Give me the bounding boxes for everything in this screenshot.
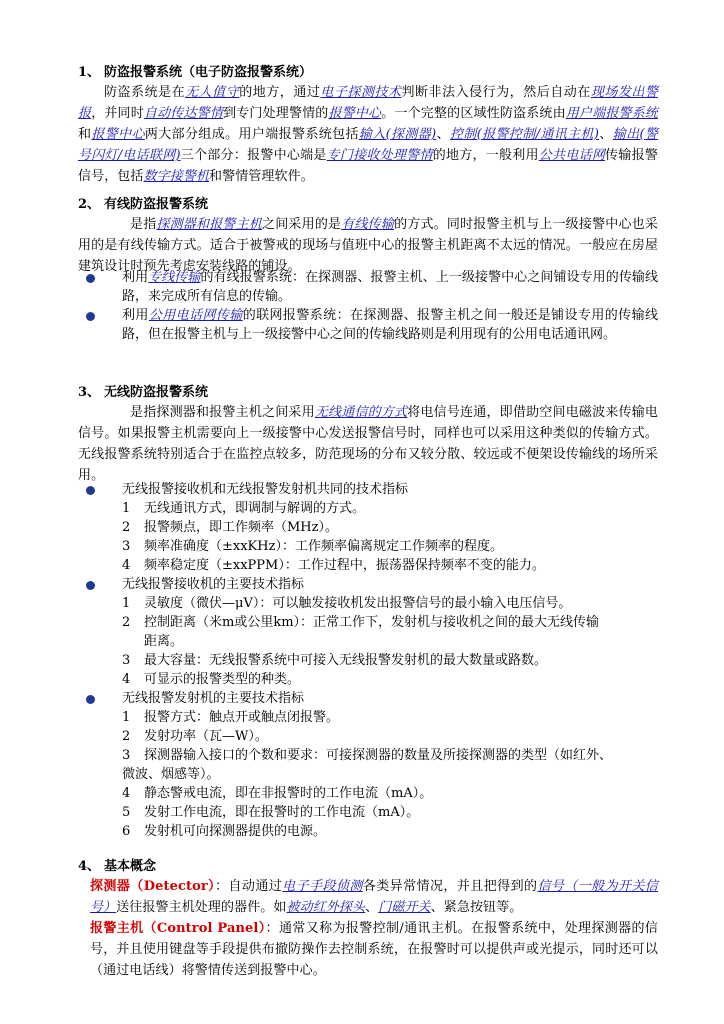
list-item bbox=[122, 784, 432, 803]
text: ，并同时 bbox=[91, 106, 144, 121]
text: 的地方，通过 bbox=[239, 85, 321, 100]
item-number: 3 bbox=[122, 653, 131, 668]
section-number: 1、 bbox=[78, 65, 101, 80]
item-number: 4 bbox=[122, 672, 131, 687]
text: 。一个完整的区域性防盗系统由 bbox=[381, 106, 566, 121]
text: 、 bbox=[436, 127, 450, 142]
link-public-network-transmission[interactable]: 公用电话网传输 bbox=[148, 308, 243, 323]
definition-control-panel bbox=[90, 918, 658, 981]
list-item bbox=[122, 518, 338, 537]
link-output[interactable]: 输出(警号闪灯/电话联网) bbox=[78, 127, 659, 163]
link-detector-and-host[interactable]: 探测器和报警主机 bbox=[156, 217, 263, 232]
text: ：自动通过 bbox=[215, 879, 283, 894]
text: 的方式。同时报警主机与上一级接警中心也采用的是有线传输方式。适合于被警戒的现场与值班中心的报警主机距离不太远的情况。一般应在房屋建筑设计时预先考虑安装线路的铺设。 bbox=[78, 217, 658, 274]
section-number: 4、 bbox=[78, 859, 101, 874]
section-2-heading bbox=[78, 196, 208, 214]
term-control-panel: 报警主机（Control Panel） bbox=[90, 921, 266, 936]
text: 将电信号连通，即借助空间电磁波来传输电信号。如果报警主机需要向上一级接警中心发送报警信号时，同样也可以采用这种类似的传输方式。无线报警系统特别适合于在监控点较多，防范现场的分布又较分散、较远或不便架设传输线的场所采用。 bbox=[78, 405, 659, 483]
list-item-continuation: 距离。 bbox=[144, 634, 184, 649]
link-alarm-center-2[interactable]: 报警中心 bbox=[91, 127, 145, 142]
link-unattended[interactable]: 无人值守 bbox=[185, 85, 240, 100]
item-number: 4 bbox=[122, 786, 131, 801]
link-passive-infrared[interactable]: 被动红外探头 bbox=[286, 900, 366, 915]
bullet-icon bbox=[86, 312, 95, 321]
item-number: 2 bbox=[122, 520, 131, 535]
list-item bbox=[122, 556, 545, 575]
item-text: 无线通讯方式，即调制与解调的方式。 bbox=[144, 501, 366, 516]
item-number: 1 bbox=[122, 710, 131, 725]
item-text: 发射功率（瓦—W）。 bbox=[144, 729, 268, 744]
item-text: 可显示的报警类型的种类。 bbox=[144, 672, 301, 687]
item-text: 频率稳定度（±xxPPM）：工作过程中，振荡器保持频率不变的能力。 bbox=[144, 558, 545, 573]
text: 利用 bbox=[122, 308, 149, 323]
link-control-host[interactable]: 控制(报警控制/通讯主机) bbox=[449, 127, 600, 142]
list-item bbox=[122, 613, 599, 632]
link-signal[interactable]: 信号（一般为开关信号） bbox=[90, 879, 658, 915]
text: 和 bbox=[78, 127, 92, 142]
item-number: 4 bbox=[122, 558, 131, 573]
item-text: 频率准确度（±xxKHz）：工作频率偏离规定工作频率的程度。 bbox=[144, 539, 503, 554]
item-text: 发射工作电流，即在报警时的工作电流（mA）。 bbox=[144, 805, 420, 820]
link-wired-transmission[interactable]: 有线传输 bbox=[341, 217, 395, 232]
link-user-alarm-system[interactable]: 用户端报警系统 bbox=[565, 106, 658, 121]
link-onsite-alarm[interactable]: 现场发出警报 bbox=[78, 85, 658, 121]
bullet-public-network bbox=[122, 306, 658, 344]
link-digital-receiver[interactable]: 数字接警机 bbox=[143, 169, 210, 184]
item-text: 灵敏度（微伏—μV）：可以触发接收机发出报警信号的最小输入电压信号。 bbox=[144, 596, 572, 611]
group-common-specs-title: 无线报警接收机和无线报警发射机共同的技术指标 bbox=[122, 482, 409, 497]
item-number: 2 bbox=[122, 729, 131, 744]
text: 防盗系统是在 bbox=[104, 85, 186, 100]
list-item bbox=[122, 803, 419, 822]
text: 的有线报警系统：在探测器、报警主机、上一级接警中心之间铺设专用的传输线路，来完成所有信息的传输。 bbox=[122, 270, 658, 304]
item-text: 探测器输入接口的个数和要求：可接探测器的数量及所接探测器的类型（如红外、 bbox=[144, 748, 613, 763]
item-number: 5 bbox=[122, 805, 131, 820]
section-title: 无线防盗报警系统 bbox=[104, 385, 209, 400]
list-item bbox=[122, 537, 503, 556]
list-item bbox=[122, 651, 547, 670]
link-wireless-communication[interactable]: 无线通信的方式 bbox=[314, 405, 408, 420]
list-item bbox=[122, 499, 365, 518]
item-text: 最大容量：无线报警系统中可接入无线报警发射机的最大数量或路数。 bbox=[144, 653, 548, 668]
group-receiver-specs-title: 无线报警接收机的主要技术指标 bbox=[122, 577, 305, 592]
group-transmitter-specs-title: 无线报警发射机的主要技术指标 bbox=[122, 691, 305, 706]
item-text: 控制距离（米m或公里km）：正常工作下，发射机与接收机之间的最大无线传输 bbox=[144, 615, 600, 630]
item-number: 6 bbox=[122, 824, 131, 839]
link-dedicated-receiving[interactable]: 专门接收处理警情 bbox=[326, 148, 433, 163]
text: 的地方，一般利用 bbox=[432, 148, 539, 163]
item-number: 3 bbox=[122, 539, 131, 554]
text: 、 bbox=[365, 900, 379, 915]
term-detector: 探测器（Detector） bbox=[90, 879, 216, 894]
section-3-paragraph bbox=[78, 402, 658, 486]
text: 是指探测器和报警主机之间采用 bbox=[130, 405, 315, 420]
text: 、紧急按钮等。 bbox=[430, 900, 523, 915]
item-text: 发射机可向探测器提供的电源。 bbox=[144, 824, 327, 839]
section-title: 防盗报警系统（电子防盗报警系统） bbox=[104, 65, 313, 80]
link-alarm-center[interactable]: 报警中心 bbox=[328, 106, 382, 121]
section-number: 2、 bbox=[78, 197, 101, 212]
text: 两大部分组成。用户端报警系统包括 bbox=[144, 127, 359, 142]
text: ：通常又称为报警控制/通讯主机。在报警系统中，处理探测器的信号，并且使用键盘等手段提供布撤防操作去控制系统，在报警时可以提供声或光提示，同时还可以（通过电话线）将警情传送到报警中心。 bbox=[90, 921, 658, 978]
section-1-paragraph bbox=[78, 82, 658, 187]
bullet-icon bbox=[86, 695, 95, 704]
link-dedicated-line[interactable]: 专线传输 bbox=[148, 270, 201, 285]
text: 和警情管理软件。 bbox=[209, 169, 314, 184]
link-public-telephone-network[interactable]: 公共电话网 bbox=[538, 148, 606, 163]
bullet-dedicated-line bbox=[122, 268, 658, 306]
section-1-heading bbox=[78, 64, 312, 82]
text: 判断非法入侵行为，然后自动在 bbox=[401, 85, 591, 100]
text: 的联网报警系统：在探测器、报警主机之间一般还是铺设专用的传输线路，但在报警主机与上一级接警中心之间的传输线路则是利用现有的公用电话通讯网。 bbox=[122, 308, 658, 342]
text: 传输报警信号，包括 bbox=[78, 148, 658, 184]
list-item bbox=[122, 670, 300, 689]
link-input-detector[interactable]: 输入(探测器) bbox=[358, 127, 437, 142]
text: 之间采用的是 bbox=[262, 217, 342, 232]
item-number: 2 bbox=[122, 615, 131, 630]
list-item bbox=[122, 746, 612, 765]
item-number: 1 bbox=[122, 501, 131, 516]
definition-detector bbox=[90, 876, 658, 918]
text: 利用 bbox=[122, 270, 149, 285]
link-electronic-detection[interactable]: 电子探测技术 bbox=[320, 85, 402, 100]
list-item-continuation: 微波、烟感等）。 bbox=[122, 767, 220, 782]
text: 送往报警主机处理的器件。如 bbox=[116, 900, 287, 915]
item-text: 报警频点，即工作频率（MHz）。 bbox=[144, 520, 338, 535]
text: 、 bbox=[599, 127, 613, 142]
list-item bbox=[122, 727, 268, 746]
link-auto-report[interactable]: 自动传达警情 bbox=[143, 106, 224, 121]
text: 是指 bbox=[130, 217, 157, 232]
text: 三个部分：报警中心端是 bbox=[180, 148, 327, 163]
section-number: 3、 bbox=[78, 385, 101, 400]
list-item bbox=[122, 708, 339, 727]
section-3-heading bbox=[78, 384, 208, 402]
item-text: 报警方式：触点开或触点闭报警。 bbox=[144, 710, 340, 725]
section-title: 基本概念 bbox=[104, 859, 157, 874]
section-title: 有线防盗报警系统 bbox=[104, 197, 209, 212]
section-4-heading bbox=[78, 858, 156, 876]
text: 各类异常情况，并且把得到的 bbox=[362, 879, 538, 894]
text: 到专门处理警情的 bbox=[223, 106, 329, 121]
list-item bbox=[122, 594, 571, 613]
link-door-magnetic-switch[interactable]: 门磁开关 bbox=[378, 900, 431, 915]
link-electronic-means[interactable]: 电子手段侦测 bbox=[282, 879, 363, 894]
bullet-icon bbox=[86, 581, 95, 590]
item-number: 3 bbox=[122, 748, 131, 763]
bullet-icon bbox=[86, 274, 95, 283]
item-number: 1 bbox=[122, 596, 131, 611]
bullet-icon bbox=[86, 486, 95, 495]
list-item bbox=[122, 822, 326, 841]
item-text: 静态警戒电流，即在非报警时的工作电流（mA）。 bbox=[144, 786, 433, 801]
